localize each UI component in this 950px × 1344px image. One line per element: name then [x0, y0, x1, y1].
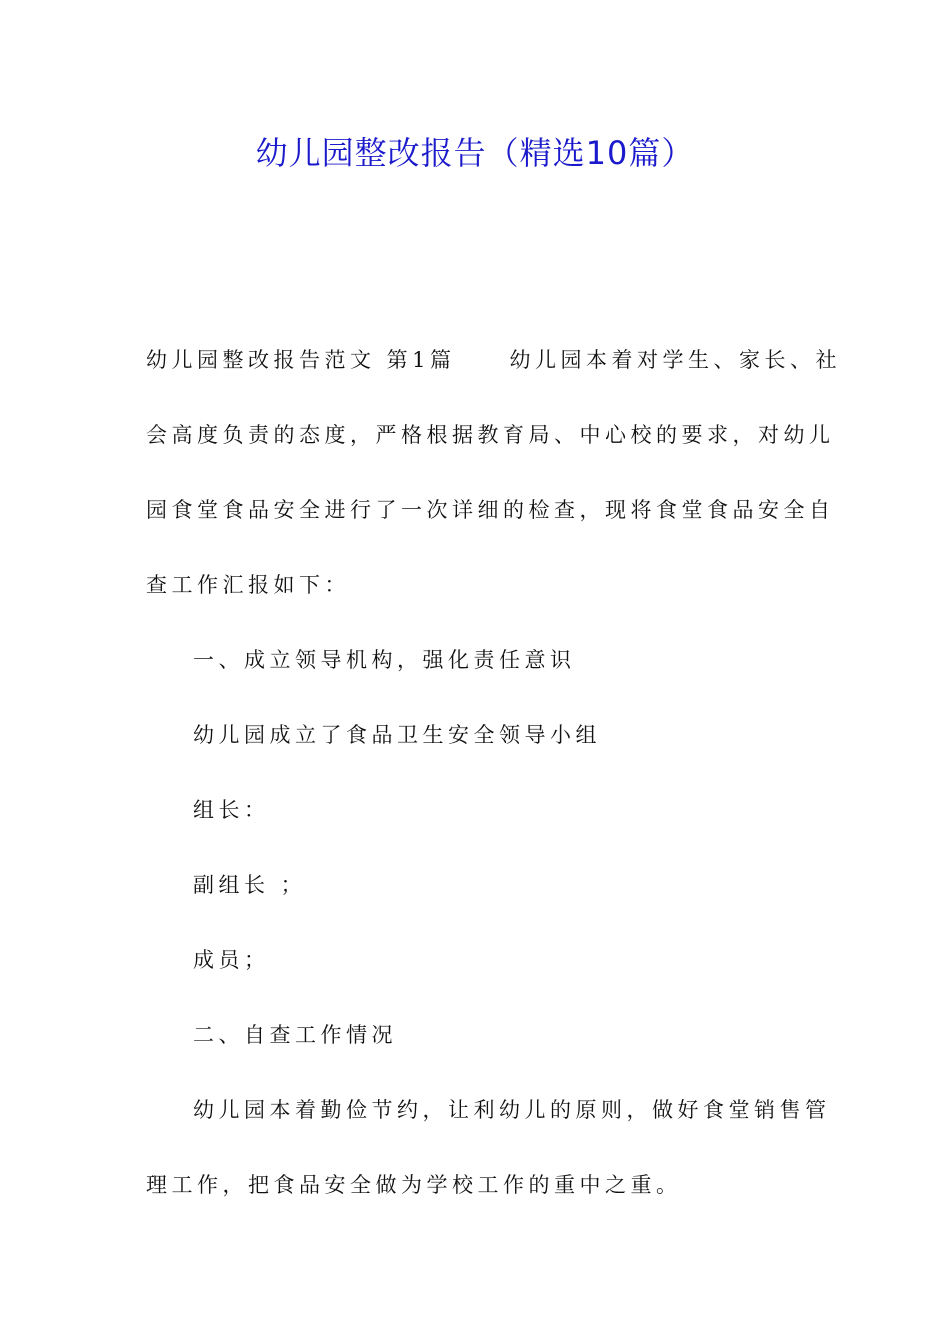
- section-heading: 二、自查工作情况: [193, 1023, 397, 1047]
- article-heading-label: 幼儿园整改报告范文 第1篇: [146, 348, 456, 372]
- section-heading: 一、成立领导机构，强化责任意识: [193, 648, 576, 672]
- paragraph-line: [146, 346, 841, 374]
- paragraph-line: 幼儿园本着勤俭节约，让利幼儿的原则，做好食堂销售管: [193, 1098, 831, 1122]
- paragraph-line: 会高度负责的态度，严格根据教育局、中心校的要求，对幼儿: [146, 423, 835, 447]
- document-title: 幼儿园整改报告（精选10篇）: [255, 134, 695, 172]
- paragraph-text: 幼儿园本着对学生、家长、社: [509, 348, 842, 372]
- paragraph-line: 查工作汇报如下：: [146, 573, 350, 597]
- paragraph-line: 园食堂食品安全进行了一次详细的检查，现将食堂食品安全自: [146, 498, 835, 522]
- paragraph-line: 副组长 ；: [193, 873, 307, 897]
- paragraph-line: 成员；: [193, 948, 270, 972]
- paragraph-line: 组长：: [193, 798, 270, 822]
- paragraph-line: 理工作，把食品安全做为学校工作的重中之重。: [146, 1173, 682, 1197]
- paragraph-line: 幼儿园成立了食品卫生安全领导小组: [193, 723, 601, 747]
